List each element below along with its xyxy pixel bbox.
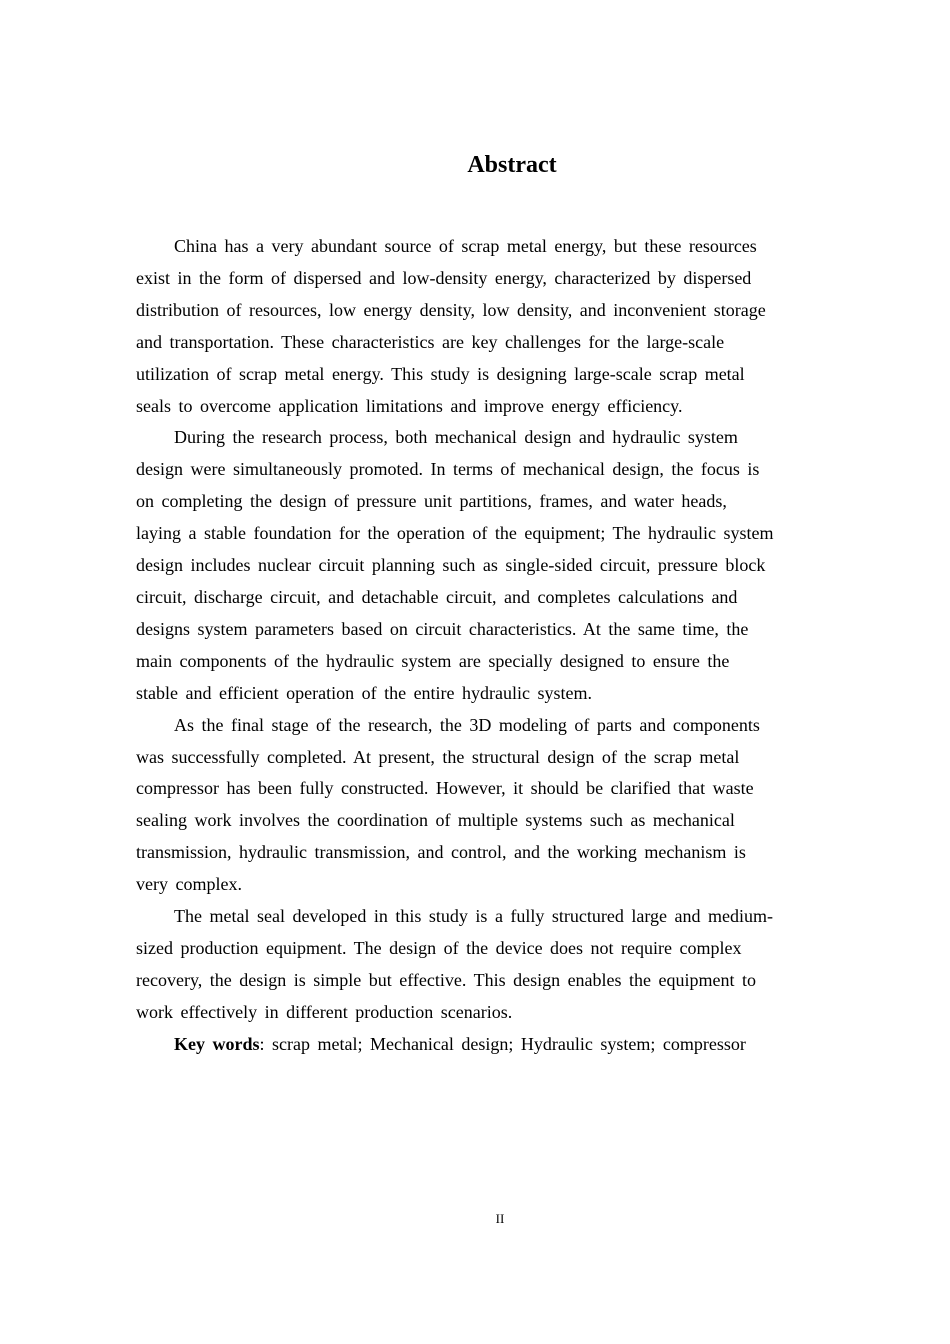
abstract-paragraph-4 <box>136 901 836 1029</box>
abstract-paragraph-2 <box>136 422 836 709</box>
text-line: and transportation. These characteristics are key challenges for the large-scale <box>136 331 725 352</box>
text-line: utilization of scrap metal energy. This study is designing large-scale scrap metal <box>136 363 745 384</box>
text-line: laying a stable foundation for the operation of the equipment; The hydraulic system <box>136 523 774 544</box>
abstract-paragraph-3 <box>136 710 836 901</box>
text-line: The metal seal developed in this study is a fully structured large and medium- <box>174 906 774 927</box>
text-line: As the final stage of the research, the 3D modeling of parts and components <box>174 714 760 735</box>
text-line: circuit, discharge circuit, and detachable circuit, and completes calculations and <box>136 586 738 607</box>
text-line: During the research process, both mechanical design and hydraulic system <box>174 427 738 448</box>
abstract-paragraph-1 <box>136 231 836 422</box>
keywords-label: Key words <box>174 1033 260 1054</box>
abstract-title: Abstract <box>467 152 557 178</box>
text-line: on completing the design of pressure unit partitions, frames, and water heads, <box>136 491 727 512</box>
keywords-text: : scrap metal; Mechanical design; Hydraulic system; compressor <box>259 1033 746 1054</box>
text-line: stable and efficient operation of the entire hydraulic system. <box>136 682 593 703</box>
text-line: was successfully completed. At present, the structural design of the scrap metal <box>136 746 740 767</box>
text-line: transmission, hydraulic transmission, and control, and the working mechanism is <box>136 842 746 863</box>
keywords <box>136 1029 836 1061</box>
text-line: designs system parameters based on circuit characteristics. At the same time, the <box>136 618 749 639</box>
keywords-line <box>136 1029 836 1061</box>
text-line: very complex. <box>136 874 242 895</box>
abstract-body <box>136 231 836 1061</box>
text-line: sealing work involves the coordination of multiple systems such as mechanical <box>136 810 735 831</box>
text-line: design were simultaneously promoted. In terms of mechanical design, the focus is <box>136 459 760 480</box>
text-line: distribution of resources, low energy density, low density, and inconvenient storage <box>136 299 766 320</box>
page-number: II <box>495 1211 505 1226</box>
text-line: compressor has been fully constructed. However, it should be clarified that waste <box>136 778 754 799</box>
text-line: seals to overcome application limitations and improve energy efficiency. <box>136 395 683 416</box>
text-line: recovery, the design is simple but effective. This design enables the equipment to <box>136 969 757 990</box>
text-line: main components of the hydraulic system are specially designed to ensure the <box>136 650 730 671</box>
text-line: design includes nuclear circuit planning such as single-sided circuit, pressure block <box>136 555 766 576</box>
text-line: China has a very abundant source of scrap metal energy, but these resources <box>174 236 757 256</box>
text-line: sized production equipment. The design of the device does not require complex <box>136 937 742 958</box>
text-line: exist in the form of dispersed and low-density energy, characterized by dispersed <box>136 267 752 288</box>
text-line: work effectively in different production scenarios. <box>136 1001 513 1022</box>
